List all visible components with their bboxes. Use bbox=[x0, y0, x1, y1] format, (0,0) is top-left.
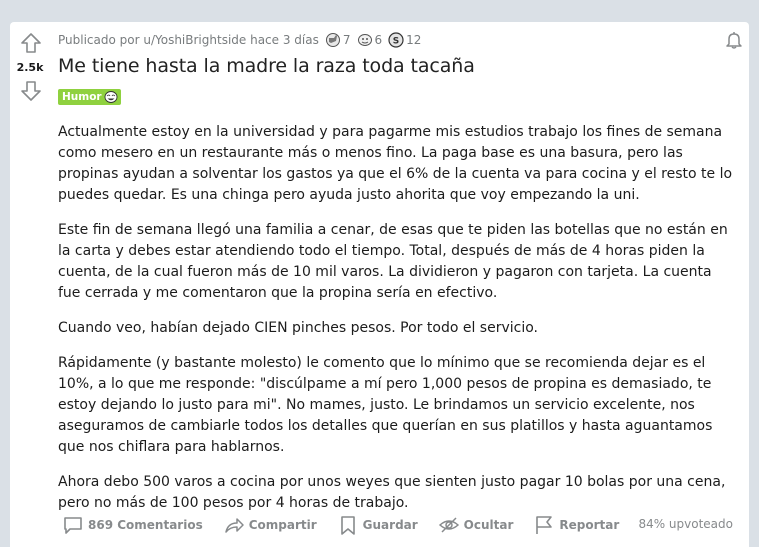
post-body bbox=[58, 122, 738, 528]
posted-by-text: Publicado por u/YoshiBrightside hace 3 días bbox=[58, 33, 319, 47]
report-label: Reportar bbox=[559, 518, 620, 532]
award-count: 6 bbox=[374, 33, 383, 47]
post-paragraph: Cuando veo, habían dejado CIEN pinches pesos. Por todo el servicio. bbox=[58, 320, 538, 336]
bookmark-icon bbox=[337, 514, 359, 536]
vote-score: 2.5k bbox=[16, 61, 44, 74]
post-paragraph: Ahora debo 500 varos a cocina por unos weyes que sienten justo pagar 10 bolas por una cena, pero no más de 100 pesos por 4 horas de trabajo. bbox=[58, 474, 726, 511]
post-meta bbox=[58, 32, 421, 48]
report-button[interactable] bbox=[533, 514, 619, 536]
eye-slash-icon bbox=[438, 514, 460, 536]
award-count: 12 bbox=[406, 33, 422, 47]
post-actions-bar bbox=[62, 514, 639, 536]
comments-button[interactable] bbox=[62, 514, 203, 536]
thumbs-down-award-icon bbox=[325, 32, 341, 48]
notification-bell-icon[interactable] bbox=[724, 30, 744, 50]
share-label: Compartir bbox=[248, 518, 317, 532]
trollface-emoji-icon bbox=[104, 90, 118, 104]
award-2[interactable] bbox=[357, 32, 383, 48]
award-3[interactable] bbox=[388, 32, 421, 48]
post-paragraph: Este fin de semana llegó una familia a cenar, de esas que te piden las botellas que no están en la carta y debes estar atendiendo todo el tiempo. Total, después de más de 4 horas piden la cuenta, de la cual fueron más de 10 mil varos. La dividieron y pagaron con tarjeta. La cuenta fue cerrada y me comentaron que la propina sería en efectivo. bbox=[58, 222, 728, 301]
post-flair[interactable] bbox=[58, 89, 121, 105]
upvote-arrow-icon[interactable] bbox=[20, 32, 42, 54]
svg-text:S: S bbox=[392, 36, 400, 47]
comment-icon bbox=[62, 514, 84, 536]
bubble-award-icon bbox=[357, 32, 373, 48]
post-paragraph: Actualmente estoy en la universidad y para pagarme mis estudios trabajo los fines de semana como mesero en un restaurante más o menos fino. La paga base es una basura, pero las propinas ayudan a solventar los gastos ya que el 6% de la cuenta va para cocina y el resto te lo puedes quedar. Es una chinga pero ayuda justo ahorita que voy empezando la uni. bbox=[58, 124, 733, 203]
hide-button[interactable] bbox=[438, 514, 514, 536]
flair-label: Humor bbox=[62, 91, 102, 103]
share-icon bbox=[223, 514, 245, 536]
coin-award-icon bbox=[388, 32, 404, 48]
hide-label: Ocultar bbox=[463, 518, 514, 532]
upvote-ratio: 84% upvoteado bbox=[638, 517, 733, 531]
award-count: 7 bbox=[342, 33, 351, 47]
save-label: Guardar bbox=[362, 518, 418, 532]
post-paragraph: Rápidamente (y bastante molesto) le comento que lo mínimo que se recomienda dejar es el 10%, a lo que me responde: "discúlpame a mí pero 1,000 pesos de propina es demasiado, te estoy dejando lo justo para mi". No mames, justo. Le brindamos un servicio excelente, nos aseguramos de cambiarle todos los detalles que querían en sus platillos y hasta aguantamos que nos chiflara para hablarnos. bbox=[58, 355, 713, 455]
downvote-arrow-icon[interactable] bbox=[20, 80, 42, 102]
flag-icon bbox=[533, 514, 555, 536]
post-title[interactable]: Me tiene hasta la madre la raza toda tacaña bbox=[58, 55, 475, 77]
save-button[interactable] bbox=[337, 514, 418, 536]
comments-label: 869 Comentarios bbox=[88, 518, 203, 532]
post-card bbox=[10, 22, 749, 547]
award-1[interactable] bbox=[325, 32, 351, 48]
share-button[interactable] bbox=[223, 514, 317, 536]
